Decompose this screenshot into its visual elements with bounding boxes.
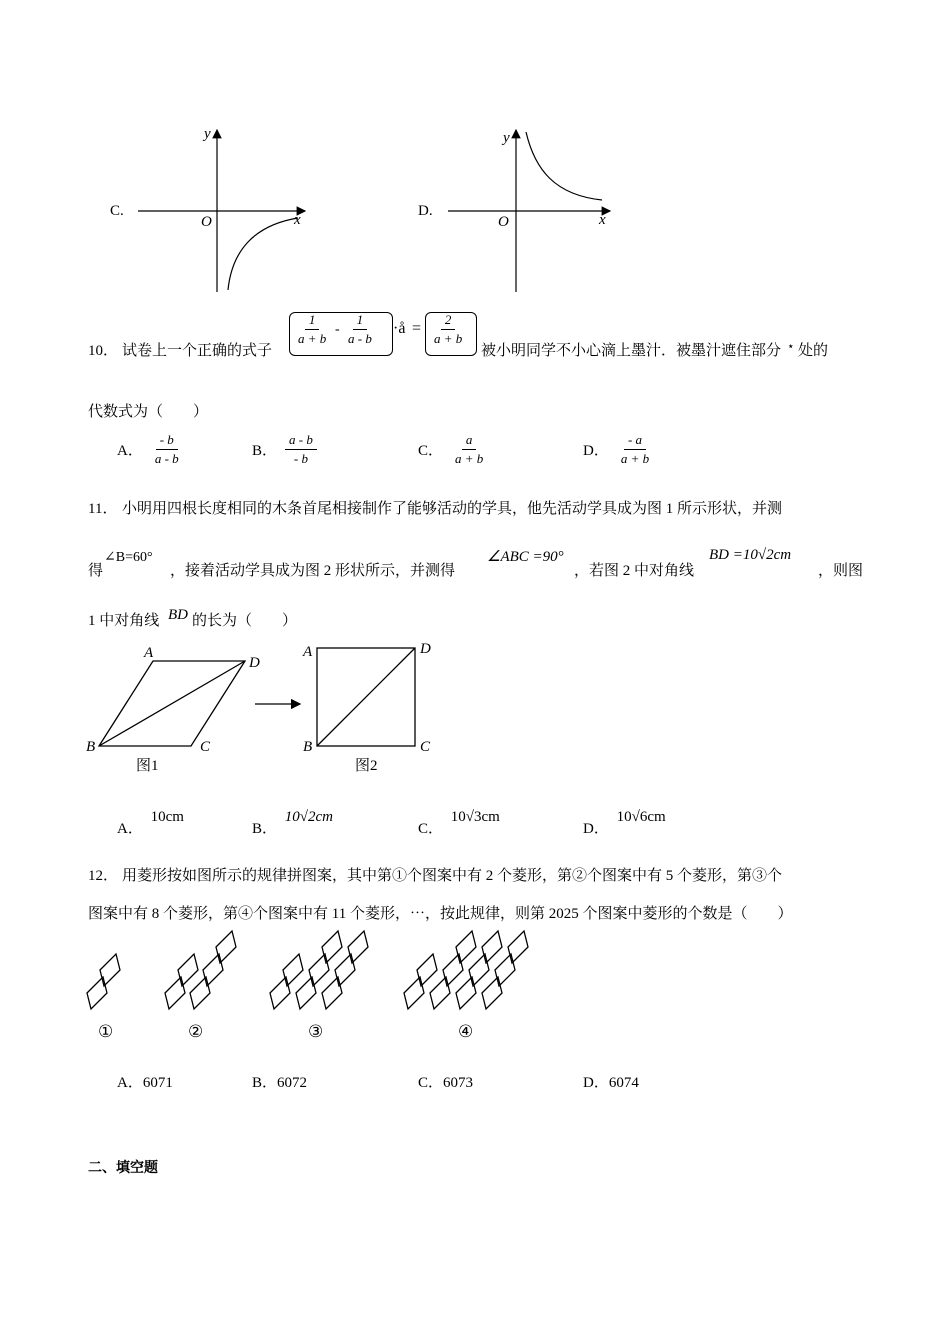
rhombus-shape — [417, 954, 437, 986]
fig2-label-a: A — [303, 644, 313, 660]
q12-option-a-value: 6071 — [142, 1075, 173, 1091]
q10-option-c-den: a + b — [455, 451, 484, 466]
q11-option-a[interactable] — [117, 805, 184, 837]
q10-text-d: 代数式为（ ） — [88, 404, 209, 420]
rhombus-shape — [482, 977, 502, 1009]
q11-figures — [80, 635, 460, 780]
q10-text-b: 被小明同学不小心滴上墨汁．被墨汁遮住部分 — [481, 343, 782, 359]
rhombus-shape — [309, 954, 329, 986]
q12-number: 12． — [88, 868, 119, 884]
q12-rhombus-patterns — [80, 925, 550, 1050]
frac1-den: a + b — [298, 331, 327, 346]
rhombus-shape — [178, 954, 198, 986]
q10-option-b-den: - b — [293, 451, 308, 466]
q11-option-c-label: C． — [418, 821, 444, 837]
q11-option-a-label: A． — [117, 821, 143, 837]
q11-bd-value: BD =10√2cm — [709, 547, 792, 563]
q11-line2-a: 得 — [88, 563, 104, 579]
rhombus-shape — [335, 954, 355, 986]
rhombus-shape — [203, 954, 223, 986]
graph-d-y-label: y — [503, 130, 510, 146]
q10-option-c-num: a — [462, 432, 477, 450]
fig1-label-a: A — [144, 645, 154, 661]
graph-d-origin: O — [498, 214, 509, 230]
fig1-label-d: D — [249, 655, 260, 671]
rhombus-shape — [87, 977, 107, 1009]
frac3-den: a + b — [434, 331, 463, 346]
q10-option-c[interactable] — [418, 432, 487, 467]
fig1-caption: 图1 — [136, 758, 159, 774]
rhombus-shape — [348, 931, 368, 963]
rhombus-shape — [322, 931, 342, 963]
q10-equals: = — [412, 320, 422, 337]
q11-option-a-value: 10cm — [150, 809, 184, 825]
q11-line1: 小明用四根长度相同的木条首尾相接制作了能够活动的学具，他先活动学具成为图 1 所示形状，并测 — [122, 501, 783, 517]
q11-line3-a: 1 中对角线 — [88, 613, 160, 629]
q11-line2-d: ，则图 — [818, 563, 864, 579]
q12-option-a[interactable] — [117, 1071, 173, 1092]
q10-option-d-num: - a — [624, 432, 646, 450]
frac1-num: 1 — [305, 312, 320, 330]
rhombus-shape — [322, 977, 342, 1009]
section-title: 二、填空题 — [88, 1160, 158, 1176]
fig2-caption: 图2 — [355, 758, 378, 774]
rhombus-shape — [404, 977, 424, 1009]
graph-d-x-label: x — [599, 212, 606, 228]
rhombus-shape — [443, 954, 463, 986]
rhombus-shape — [100, 954, 120, 986]
rhombus-shape — [508, 931, 528, 963]
q11-option-c-value: 10√3cm — [450, 809, 500, 825]
pattern-label-1: ① — [98, 1022, 114, 1041]
rhombus-shape — [469, 954, 489, 986]
q12-option-c-label: C． — [418, 1075, 444, 1091]
rhombus-shape — [430, 977, 450, 1009]
fig1-diagonal — [99, 661, 245, 746]
frac2-den: a - b — [348, 331, 372, 346]
q10-option-d[interactable] — [583, 432, 653, 467]
q12-option-b-label: B． — [252, 1075, 278, 1091]
fig2-label-d: D — [420, 641, 431, 657]
fig2-label-c: C — [420, 739, 431, 755]
q10-option-a[interactable] — [117, 432, 183, 467]
q10-text-a: 试卷上一个正确的式子 — [122, 343, 273, 359]
graph-c-y-label: y — [204, 126, 211, 142]
q10-option-d-den: a + b — [620, 451, 650, 466]
q11-option-d-value: 10√6cm — [616, 809, 666, 825]
q10-star: ⋆ — [787, 339, 795, 353]
q10-option-c-label: C． — [418, 443, 444, 459]
q12-option-c-value: 6073 — [443, 1075, 474, 1091]
q10-frac-3 — [430, 312, 466, 347]
graph-c-x-label: x — [294, 212, 301, 228]
pattern-label-4: ④ — [458, 1022, 474, 1041]
q12-option-b-value: 6072 — [277, 1075, 308, 1091]
q11-line3-b: 的长为（ ） — [192, 613, 298, 629]
q11-option-b[interactable] — [252, 805, 333, 837]
q11-option-b-label: B． — [252, 821, 278, 837]
q12-option-b[interactable] — [252, 1071, 307, 1092]
q12-line2: 图案中有 8 个菱形，第④个图案中有 11 个菱形，⋯，按此规律，则第 2025 个图案中菱形的个数是（ ） — [88, 906, 793, 922]
fig2-label-b: B — [303, 739, 313, 755]
q10-number: 10． — [88, 343, 119, 359]
rhombus-shape — [165, 977, 185, 1009]
q11-bd: BD — [168, 607, 188, 623]
graph-c-origin: O — [201, 214, 212, 230]
q10-option-a-den: a - b — [154, 451, 179, 466]
rhombus-shape — [495, 954, 515, 986]
q10-frac-2 — [344, 312, 376, 347]
q10-option-d-label: D． — [583, 443, 609, 459]
option-d-label: D. — [418, 203, 433, 219]
q11-number: 11． — [88, 501, 118, 517]
fig1-label-b: B — [86, 739, 96, 755]
q11-angle-b: ∠B=60° — [104, 550, 153, 565]
rhombus-shape — [482, 931, 502, 963]
q12-option-d[interactable] — [583, 1071, 639, 1092]
fig1-label-c: C — [200, 739, 211, 755]
q12-option-a-label: A． — [117, 1075, 143, 1091]
q10-ink: ·å — [393, 320, 406, 337]
q10-option-b[interactable] — [252, 432, 317, 467]
pattern-label-3: ③ — [308, 1022, 324, 1041]
rhombus-shape — [270, 977, 290, 1009]
q10-frac-1 — [294, 312, 330, 347]
frac2-num: 1 — [353, 312, 368, 330]
q11-line2-c: ，若图 2 中对角线 — [574, 563, 695, 579]
q10-text-c: 处的 — [798, 343, 829, 359]
rhombus-shape — [456, 931, 476, 963]
rhombus-shape — [456, 977, 476, 1009]
q12-option-c[interactable] — [418, 1071, 473, 1092]
graph-d — [440, 120, 630, 295]
q10-option-b-num: a - b — [285, 432, 317, 450]
q11-option-d[interactable] — [583, 805, 666, 837]
pattern-label-2: ② — [188, 1022, 204, 1041]
q10-option-b-label: B． — [252, 443, 278, 459]
rhombus-shape — [190, 977, 210, 1009]
q12-line1: 用菱形按如图所示的规律拼图案，其中第①个图案中有 2 个菱形，第②个图案中有 5 个菱形，第③个 — [122, 868, 783, 884]
option-c-label: C. — [110, 203, 124, 219]
rhombus-shape — [216, 931, 236, 963]
fig2-diagonal — [317, 648, 415, 746]
q12-option-d-label: D． — [583, 1075, 609, 1091]
q11-line2-b: ，接着活动学具成为图 2 形状所示，并测得 — [170, 563, 456, 579]
frac3-num: 2 — [441, 312, 456, 330]
q10-minus: - — [335, 322, 340, 337]
q11-option-b-value: 10√2cm — [284, 809, 333, 825]
q10-option-a-num: - b — [156, 432, 178, 450]
rhombus-shape — [283, 954, 303, 986]
q11-angle-abc: ∠ABC =90° — [487, 549, 564, 565]
q10-option-a-label: A． — [117, 443, 143, 459]
q11-option-c[interactable] — [418, 805, 500, 837]
q11-option-d-label: D． — [583, 821, 609, 837]
q12-option-d-value: 6074 — [608, 1075, 639, 1091]
graph-c — [130, 120, 320, 295]
rhombus-shape — [296, 977, 316, 1009]
